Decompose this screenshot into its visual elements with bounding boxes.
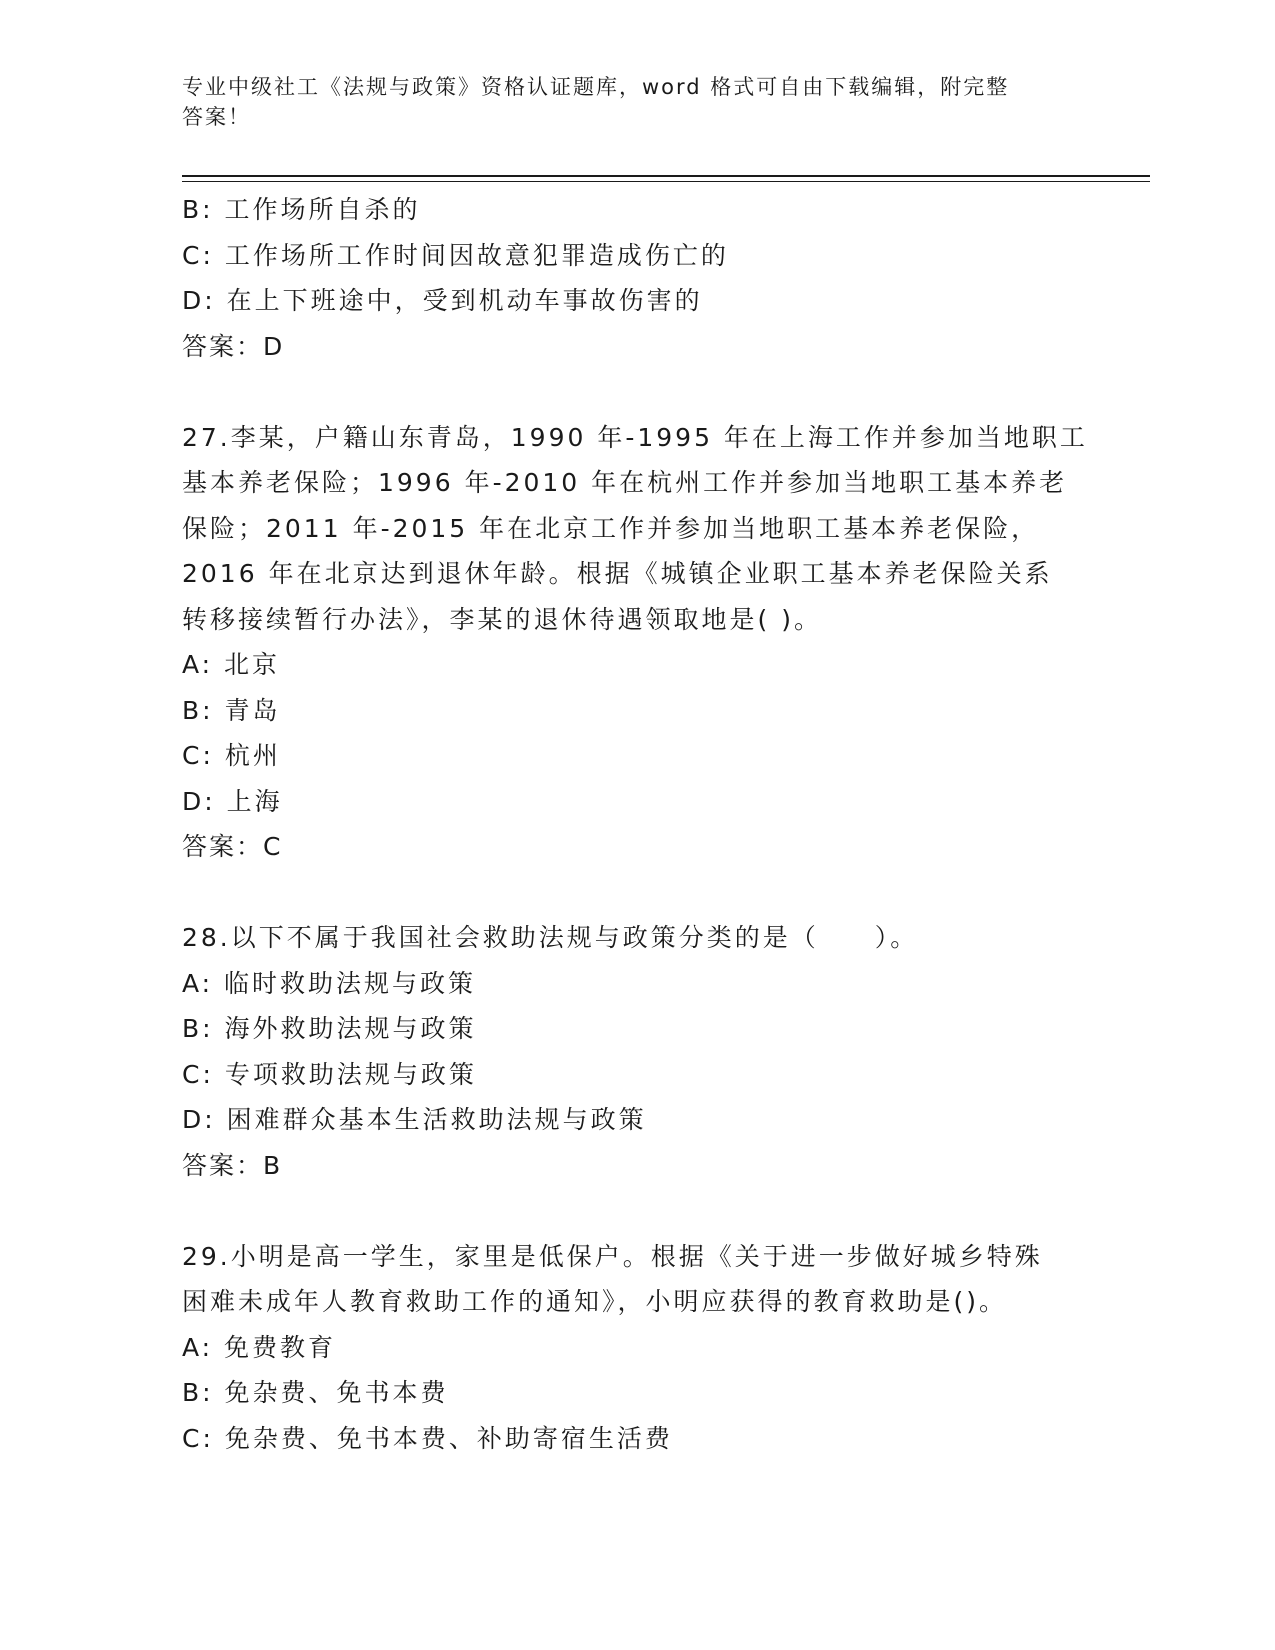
q27-stem-line: 27.李某，户籍山东青岛，1990 年-1995 年在上海工作并参加当地职工 bbox=[182, 422, 1088, 452]
spacer bbox=[182, 870, 1062, 916]
q27-answer: 答案：C bbox=[182, 832, 283, 861]
q27-stem-line: 转移接续暂行办法》，李某的退休待遇领取地是( )。 bbox=[182, 604, 822, 634]
question-29 bbox=[182, 1234, 1062, 1462]
header-line-1: 专业中级社工《法规与政策》资格认证题库，word 格式可自由下载编辑，附完整 bbox=[182, 75, 1010, 99]
q28-stem: 28.以下不属于我国社会救助法规与政策分类的是（ ）。 bbox=[182, 923, 919, 952]
question-26-tail bbox=[182, 187, 1062, 369]
spacer bbox=[182, 1188, 1062, 1234]
q28-option-d: D: 困难群众基本生活救助法规与政策 bbox=[182, 1105, 647, 1134]
q29-option-c: C: 免杂费、免书本费、补助寄宿生活费 bbox=[182, 1423, 673, 1453]
spacer bbox=[182, 369, 1062, 415]
q29-stem-line: 29.小明是高一学生，家里是低保户。根据《关于进一步做好城乡特殊 bbox=[182, 1241, 1043, 1271]
q29-option-a: A: 免费教育 bbox=[182, 1332, 337, 1362]
q27-option-c: C: 杭州 bbox=[182, 741, 281, 770]
q27-option-d: D: 上海 bbox=[182, 786, 283, 816]
header-divider-thin bbox=[182, 181, 1150, 182]
q27-stem bbox=[182, 415, 1088, 643]
q28-option-b: B: 海外救助法规与政策 bbox=[182, 1014, 477, 1043]
q29-stem bbox=[182, 1234, 1062, 1325]
q27-option-a: A: 北京 bbox=[182, 650, 281, 679]
question-27 bbox=[182, 415, 1088, 870]
q27-option-b: B: 青岛 bbox=[182, 695, 281, 725]
q29-option-b: B: 免杂费、免书本费 bbox=[182, 1378, 449, 1407]
q26-option-b: B: 工作场所自杀的 bbox=[182, 195, 421, 224]
document-header bbox=[182, 72, 1062, 132]
q28-option-a: A: 临时救助法规与政策 bbox=[182, 968, 477, 998]
q28-option-c: C: 专项救助法规与政策 bbox=[182, 1059, 477, 1089]
q27-stem-line: 保险；2011 年-2015 年在北京工作并参加当地职工基本养老保险， bbox=[182, 513, 1040, 543]
q28-answer: 答案：B bbox=[182, 1150, 283, 1180]
q29-stem-line: 困难未成年人教育救助工作的通知》，小明应获得的教育救助是()。 bbox=[182, 1287, 1008, 1316]
q26-option-d: D: 在上下班途中，受到机动车事故伤害的 bbox=[182, 286, 703, 315]
header-divider-thick bbox=[182, 175, 1150, 177]
header-line-2: 答案！ bbox=[182, 105, 251, 129]
question-content bbox=[182, 187, 1088, 1461]
q27-stem-line: 2016 年在北京达到退休年龄。根据《城镇企业职工基本养老保险关系 bbox=[182, 559, 1053, 588]
question-28 bbox=[182, 915, 1062, 1188]
q26-answer: 答案：D bbox=[182, 331, 285, 361]
q27-stem-line: 基本养老保险；1996 年-2010 年在杭州工作并参加当地职工基本养老 bbox=[182, 468, 1068, 497]
q26-option-c: C: 工作场所工作时间因故意犯罪造成伤亡的 bbox=[182, 240, 729, 270]
